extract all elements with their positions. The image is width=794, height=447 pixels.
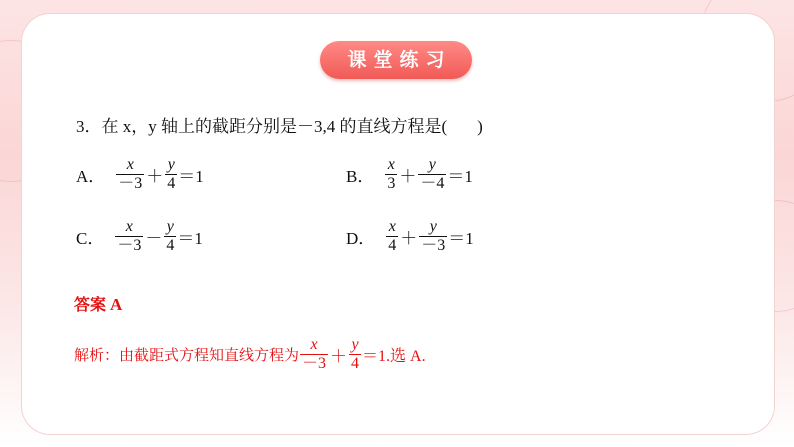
equation-rhs: ＝1 [178,166,204,186]
answer-value: A [110,295,123,314]
equation-rhs: ＝1 [177,228,203,248]
question-text [76,112,483,137]
numerator: y [429,217,437,235]
denominator: －3 [117,236,142,254]
denominator: 4 [351,354,360,372]
option-d [346,212,474,260]
numerator: x [310,335,318,353]
numerator: x [387,155,395,173]
operator: ＋ [330,346,348,366]
analysis [74,330,426,378]
option-a-label: A． [76,166,106,186]
fraction [116,156,144,193]
operator: ＋ [400,228,418,248]
denominator: 4 [166,236,175,254]
numerator: y [351,335,359,353]
question-stem: 在 x，y 轴上的截距分别是－3,4 的直线方程是( [101,117,448,136]
fraction [349,336,361,373]
answer-label: 答案 [74,295,107,314]
analysis-tail: ＝1.选 A. [362,347,426,365]
question-number: 3． [76,117,102,136]
denominator: 4 [167,174,176,192]
question-close-paren: ) [477,117,483,136]
fraction [419,218,447,255]
numerator: y [166,217,174,235]
operator: ＋ [399,166,417,186]
numerator: y [428,155,436,173]
equation-rhs: ＝1 [448,228,474,248]
fraction [300,336,328,373]
fraction [385,156,397,193]
operator: － [145,228,163,248]
fraction [115,218,143,255]
option-c [76,212,203,260]
fraction [164,218,176,255]
numerator: x [125,217,133,235]
denominator: －4 [420,174,445,192]
option-d-label: D． [346,228,376,248]
denominator: 3 [387,174,396,192]
analysis-prefix: 解析：由截距式方程知直线方程为 [74,345,300,364]
equation-rhs: ＝1 [447,166,473,186]
denominator: －3 [118,174,143,192]
operator: ＋ [146,166,164,186]
fraction [165,156,177,193]
denominator: －3 [421,236,446,254]
fraction [386,218,398,255]
numerator: x [388,217,396,235]
option-b-label: B． [346,166,375,186]
answer [74,292,122,315]
section-title: 课堂练习 [320,41,472,79]
fraction [418,156,446,193]
option-a [76,150,204,198]
numerator: y [167,155,175,173]
numerator: x [126,155,134,173]
denominator: －3 [302,354,327,372]
option-b [346,150,473,198]
option-c-label: C． [76,228,105,248]
denominator: 4 [388,236,397,254]
